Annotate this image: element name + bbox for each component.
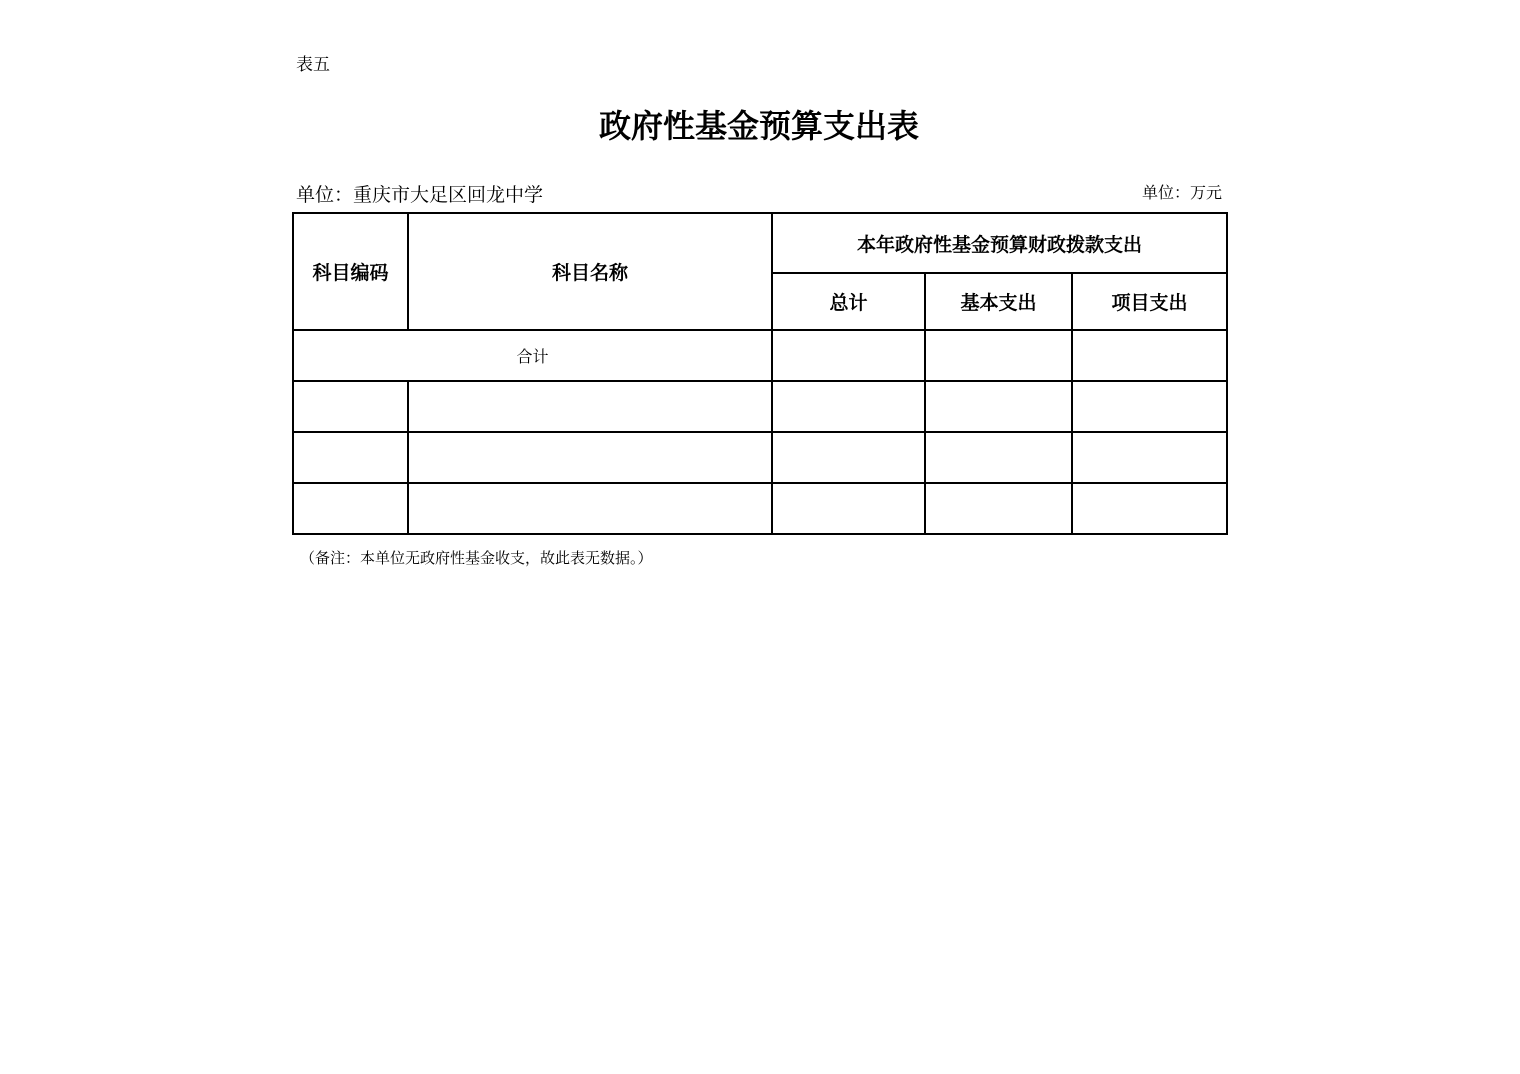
total-row-basic <box>925 330 1072 381</box>
header-project-expenditure: 项目支出 <box>1072 273 1227 330</box>
row-subject-code <box>293 381 408 432</box>
row-project <box>1072 432 1227 483</box>
table-number-label: 表五 <box>296 55 330 75</box>
row-total <box>772 381 925 432</box>
header-subject-code: 科目编码 <box>293 213 408 330</box>
total-row-label: 合计 <box>293 330 772 381</box>
total-row-project <box>1072 330 1227 381</box>
total-row-total <box>772 330 925 381</box>
row-subject-code <box>293 483 408 534</box>
row-total <box>772 432 925 483</box>
row-basic <box>925 381 1072 432</box>
table-row <box>293 483 1227 534</box>
row-subject-name <box>408 432 772 483</box>
unit-info-row <box>296 182 1222 208</box>
header-basic-expenditure: 基本支出 <box>925 273 1072 330</box>
row-subject-name <box>408 483 772 534</box>
header-subject-name: 科目名称 <box>408 213 772 330</box>
table-row <box>293 381 1227 432</box>
row-subject-name <box>408 381 772 432</box>
fund-expenditure-table <box>292 212 1228 535</box>
row-basic <box>925 483 1072 534</box>
remark-note: （备注：本单位无政府性基金收支，故此表无数据。） <box>300 549 653 567</box>
document-title: 政府性基金预算支出表 <box>598 107 919 145</box>
row-total <box>772 483 925 534</box>
header-appropriation-group: 本年政府性基金预算财政拨款支出 <box>772 213 1227 273</box>
row-basic <box>925 432 1072 483</box>
currency-unit: 单位：万元 <box>1141 183 1222 202</box>
row-project <box>1072 381 1227 432</box>
header-total: 总计 <box>772 273 925 330</box>
row-subject-code <box>293 432 408 483</box>
table-header-row <box>293 213 1227 273</box>
row-project <box>1072 483 1227 534</box>
table-row <box>293 432 1227 483</box>
reporting-unit: 单位：重庆市大足区回龙中学 <box>296 184 544 206</box>
total-row <box>293 330 1227 381</box>
